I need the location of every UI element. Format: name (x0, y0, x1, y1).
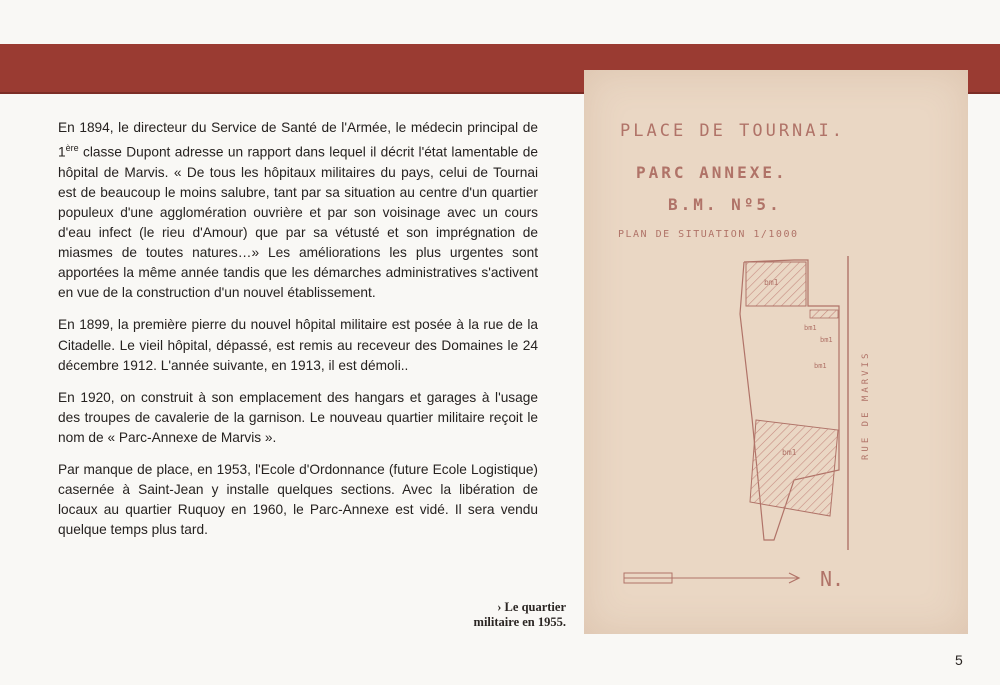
site-plan-drawing (584, 70, 968, 634)
building-2 (810, 310, 838, 318)
paragraph-2: En 1899, la première pierre du nouvel hôpital militaire est posée à la rue de la Citadelle. Le vieil hôpital, dépassé, est remis au receveur des Domaines le 24 décembre 1912. L'année suivante, en 1913, il est démoli.. (58, 317, 538, 373)
building-label-1: bm1 (764, 278, 779, 287)
site-plan-image (584, 70, 968, 634)
ordinal-superscript: ère (65, 143, 79, 154)
north-label: N. (820, 567, 845, 591)
paragraph-3: En 1920, on construit à son emplacement des hangars et garages à l'usage des troupes de cavalerie de la garnison. Le nouveau quartier militaire reçoit le nom de « Parc-Annexe de Marvis ». (58, 389, 538, 445)
page-number: 5 (955, 652, 963, 668)
building-5 (750, 420, 838, 516)
figure-caption (440, 600, 566, 630)
building-label-3: bm1 (820, 336, 833, 344)
plan-title-3: B.M. Nº5. (668, 195, 782, 214)
building-label-2: bm1 (804, 324, 817, 332)
caption-line-2: militaire en 1955. (473, 615, 566, 629)
building-label-5: bm1 (782, 448, 797, 457)
plan-title-1: PLACE DE TOURNAI. (620, 121, 845, 141)
plan-title-2: PARC ANNEXE. (636, 163, 788, 182)
caption-line-1: › Le quartier (497, 600, 566, 614)
building-label-4: bm1 (814, 362, 827, 370)
paragraph-1-rest: classe Dupont adresse un rapport dans lequel il décrit l'état lamentable de hôpital de Marvis. « De tous les hôpitaux militaires du pays, celui de Tournai est de beaucoup le moins salubre, tant par sa situation au centre d'un quartier populeux d'une agglomération ouvrière et par son voisinage avec un cours d'eau infect (le rieu d'Amour) que par sa vétusté et son imprégnation de miasmes de toutes natures…» Les améliorations les plus urgentes sont apportées la même année tandis que les démarches administratives s'activent en vue de la construction d'un nouvel établissement. (58, 144, 538, 301)
street-name: RUE DE MARVIS (861, 350, 871, 460)
paragraph-4: Par manque de place, en 1953, l'Ecole d'Ordonnance (future Ecole Logistique) casernée à Saint-Jean y installe quelques sections. Avec la libération de locaux au quartier Ruquoy en 1960, le Parc-Annexe est vidé. Il sera vendu quelque temps plus tard. (58, 461, 538, 538)
paragraph-1 (58, 118, 538, 303)
paragraph-1-start: En 1894, le directeur du Service de Santé de l'Armée, le médecin principal de 1 (58, 120, 538, 160)
plan-subtitle: PLAN DE SITUATION 1/1000 (618, 229, 799, 240)
article-text (58, 118, 538, 552)
